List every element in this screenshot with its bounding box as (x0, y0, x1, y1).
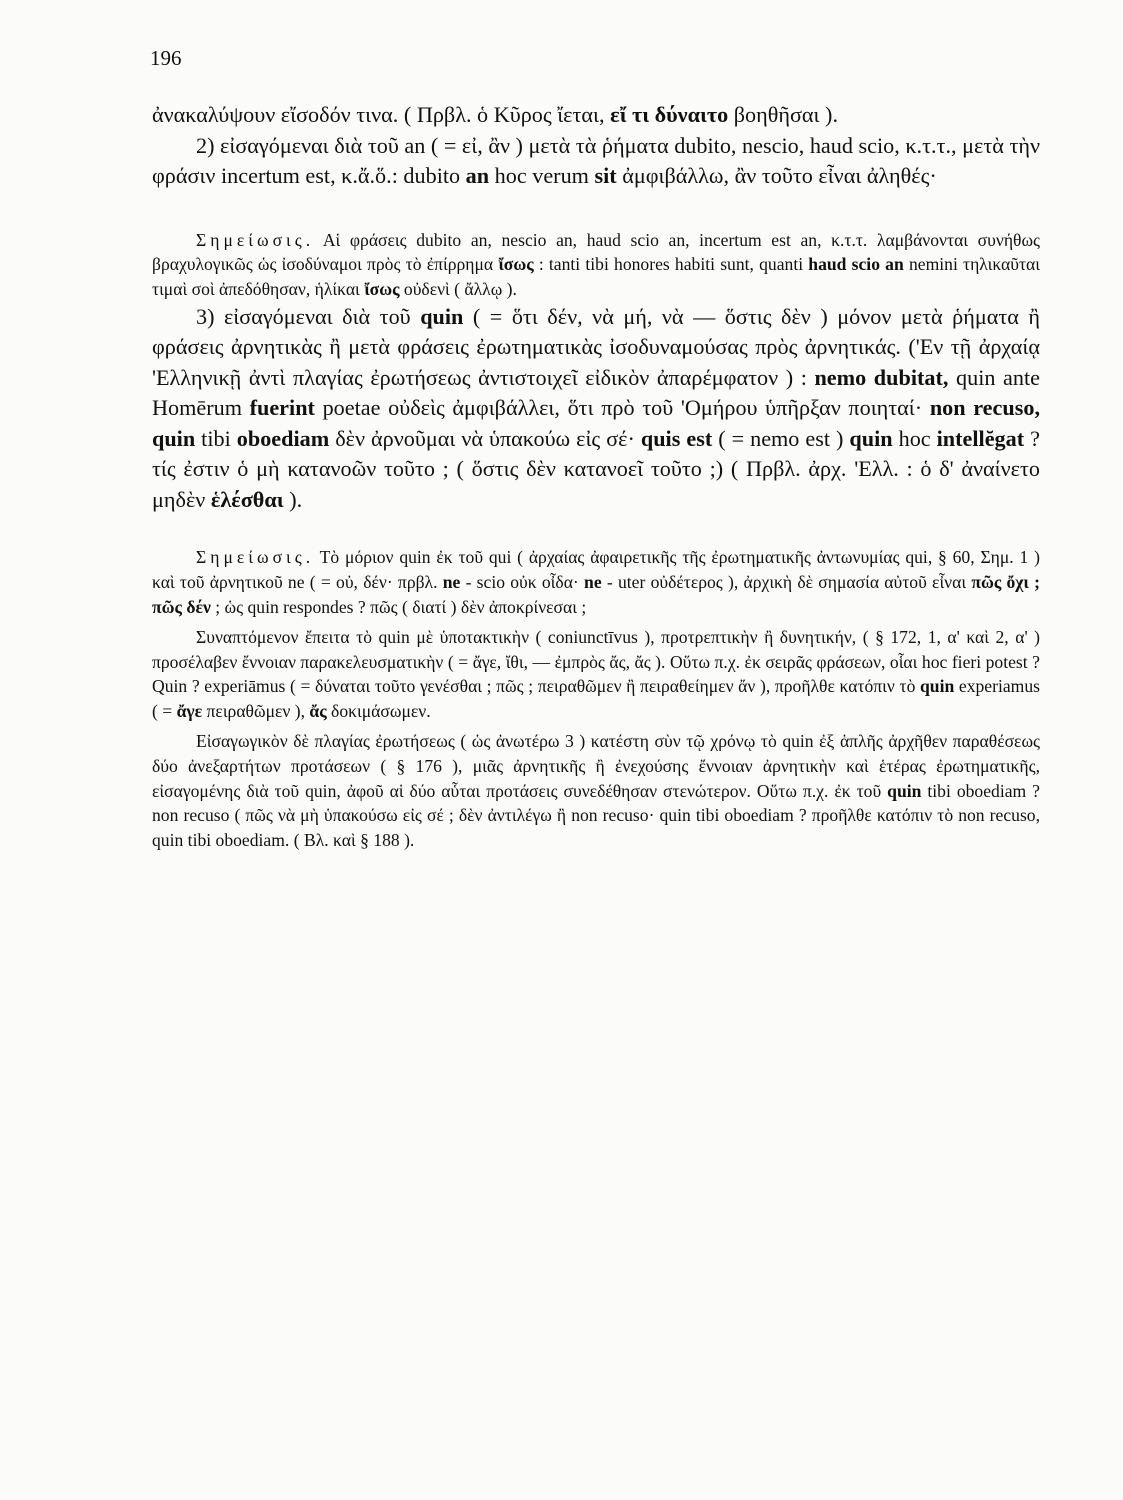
text-run: ἀνακαλύψουν εἴσοδόν τινα. ( Πρβλ. ὁ Κῦρος ἴεται, (152, 102, 611, 127)
text-run: hoc (892, 425, 937, 451)
bold-run: quin (420, 303, 464, 329)
bold-run: quis est (640, 425, 713, 451)
bold-run: nemo dubitat, (814, 364, 949, 390)
text-run: - scio οὐκ οἶδα· (460, 572, 585, 593)
bold-run: ἴσως (498, 254, 534, 275)
section-2-paragraph (152, 131, 1040, 192)
bold-run: ἄγε (176, 701, 203, 722)
text-run: ( = nemo est ) (712, 425, 850, 451)
page-body (152, 100, 1040, 853)
text-run: hoc verum (489, 163, 595, 188)
bold-run: quin (920, 676, 955, 697)
bold-run: quin (887, 780, 922, 801)
bold-run: an (465, 163, 490, 188)
text-run: πειραθῶμεν ), (202, 701, 310, 722)
text-run: δὲν ἀρνοῦμαι νὰ ὑπακούω εἰς σέ· (329, 425, 641, 451)
bold-run: ἑλέσθαι (210, 486, 284, 512)
bold-run: ne (442, 572, 461, 593)
text-run: ; ὡς quin respondes ? πῶς ( διατί ) δὲν ἀποκρίνεσαι ; (210, 596, 587, 617)
page-number: 196 (150, 46, 182, 70)
bold-run: ne (584, 572, 602, 593)
text-run: - uter οὐδέτερος ), ἀρχικὴ δὲ σημασία αὐτοῦ εἶναι (601, 572, 972, 593)
bold-run: non recuso, quin (152, 395, 1040, 451)
text-run: Αἱ φράσεις dubito an, nescio an, haud scio an, incertum est an, κ.τ.τ. λαμβάνονται συνήθως βραχυλογικῶς ὡς ἰσοδύναμοι πρὸς τὸ ἐπίρρημα (152, 229, 1040, 275)
bold-run: quin (849, 425, 893, 451)
text-run: 2) εἰσαγόμεναι διὰ τοῦ an ( = εἰ, ἂν ) μετὰ τὰ ῥήματα dubito, nescio, haud scio, κ.τ.τ., μετὰ τὴν φράσιν incertum est, κ.ἄ.ὅ.: dubito (152, 132, 1040, 188)
text-run: ( = ὅτι δέν, νὰ μή, νὰ — ὅστις δὲν ) μόνον μετὰ ῥήματα ἢ φράσεις ἀρνητικὰς ἢ μετὰ φράσεις ἐρωτηματικὰς ἰσοδυναμούσας πρὸς ἀρνητικάς. ('Εν τῇ ἀρχαίᾳ 'Ελληνικῇ ἀντὶ πλαγίας ἐρωτήσεως ἀντιστοιχεῖ εἰδικὸν ἀπαρέμφατον ) : (152, 303, 1040, 390)
text-run: experiamus ( = (152, 676, 1040, 722)
text-run: Εἰσαγωγικὸν δὲ πλαγίας ἐρωτήσεως ( ὡς ἀνωτέρω 3 ) κατέστη σὺν τῷ χρόνῳ τὸ quin ἐξ ἁπλῆς ἀρχῆθεν παραθέσεως δύο ἀνεξαρτήτων προτάσεων ( § 176 ), μιᾶς ἀρνητικῆς ἢ ἐνεχούσης ἔννοιαν ἀρνητικὴν καὶ ἑτέρας ἐρωτηματικῆς, εἰσαγομένης διὰ τοῦ quin, ἀφοῦ αἱ δύο αὗται προτάσεις συνεδέθησαν στενώτερον. Οὕτω π.χ. ἐκ τοῦ (152, 730, 1040, 801)
text-run: δοκιμάσωμεν. (326, 701, 431, 722)
text-run: οὐδενὶ ( ἄλλῳ ). (399, 279, 517, 300)
text-run: ). (283, 486, 303, 512)
bold-run: haud scio an (808, 254, 904, 275)
note-2-paragraph-2 (152, 625, 1040, 724)
text-run: ἀμφιβάλλω, ἂν τοῦτο εἶναι ἀληθές· (616, 163, 937, 188)
note-2-paragraph-1 (152, 545, 1040, 619)
bold-run: sit (594, 163, 617, 188)
text-run: poetae οὐδεὶς ἀμφιβάλλει, ὅτι πρὸ τοῦ 'Ομήρου ὑπῆρξαν ποιηταί· (314, 395, 930, 421)
text-run: : tanti tibi honores habiti sunt, quanti (533, 254, 809, 275)
note-1 (152, 228, 1040, 302)
text-run: nemini τηλικαῦται τιμαὶ σοὶ ἀπεδόθησαν, ἡλίκαι (152, 254, 1041, 300)
note-1-label: Σημείωσις. (196, 229, 315, 250)
text-run: quin ante Homērum (152, 364, 1040, 421)
text-run: ? τίς ἐστιν ὁ μὴ κατανοῶν τοῦτο ; ( ὅστις δὲν κατανοεῖ τοῦτο ;) ( Πρβλ. ἀρχ. 'Ελλ. : ὁ δ' ἀναίνετο μηδὲν (152, 425, 1040, 512)
text-run: βοηθῆσαι ). (728, 102, 838, 127)
note-1-paragraph (152, 228, 1040, 302)
section-3-paragraph (152, 302, 1040, 516)
bold-run: intellĕgat (936, 425, 1025, 451)
note-2-paragraph-3 (152, 729, 1040, 853)
text-run: tibi oboediam ? non recuso ( πῶς νὰ μὴ ὑπακούσω εἰς σέ ; δὲν ἀντιλέγω ἢ non recuso· quin tibi oboediam ? προῆλθε κατόπιν τὸ non recuso, quin tibi oboediam. ( Βλ. καὶ § 188 ). (152, 780, 1040, 851)
text-run: Συναπτόμενον ἔπειτα τὸ quin μὲ ὑποτακτικὴν ( coniunctīvus ), προτρεπτικὴν ἢ δυνητικήν, ( § 172, 1, α' καὶ 2, α' ) προσέλαβεν ἔννοιαν παρακελευσματικὴν ( = ἄγε, ἴθι, — ἐμπρὸς ἄς, ἄς ). Οὕτω π.χ. ἐκ σειρᾶς φράσεων, οἷαι hoc fieri potest ? Quin ? experiāmus ( = δύναται τοῦτο γενέσθαι ; πῶς ; πειραθῶμεν ἢ πειραθείημεν ἄν ), προῆλθε κατόπιν τὸ (152, 626, 1040, 697)
text-run: 3) εἰσαγόμεναι διὰ τοῦ (196, 303, 421, 329)
note-2-label: Σημείωσις. (196, 547, 315, 568)
bold-run: oboediam (236, 425, 330, 451)
bold-run: πῶς ὄχι ; πῶς δέν (152, 572, 1040, 617)
bold-run: ἴσως (364, 279, 400, 300)
bold-run: ἄς (309, 701, 327, 722)
text-run: Τὸ μόριον quin ἐκ τοῦ qui ( ἀρχαίας ἀφαιρετικῆς τῆς ἐρωτηματικῆς ἀντωνυμίας qui, § 60, Σημ. 1 ) καὶ τοῦ ἀρνητικοῦ ne ( = οὐ, δέν· πρβλ. (152, 547, 1040, 593)
bold-run: fuerint (249, 395, 315, 421)
section-2-continuation (152, 100, 1040, 131)
text-run: tibi (195, 425, 237, 451)
note-2 (152, 545, 1040, 853)
bold-run: εἴ τι δύναιτο (610, 102, 729, 127)
